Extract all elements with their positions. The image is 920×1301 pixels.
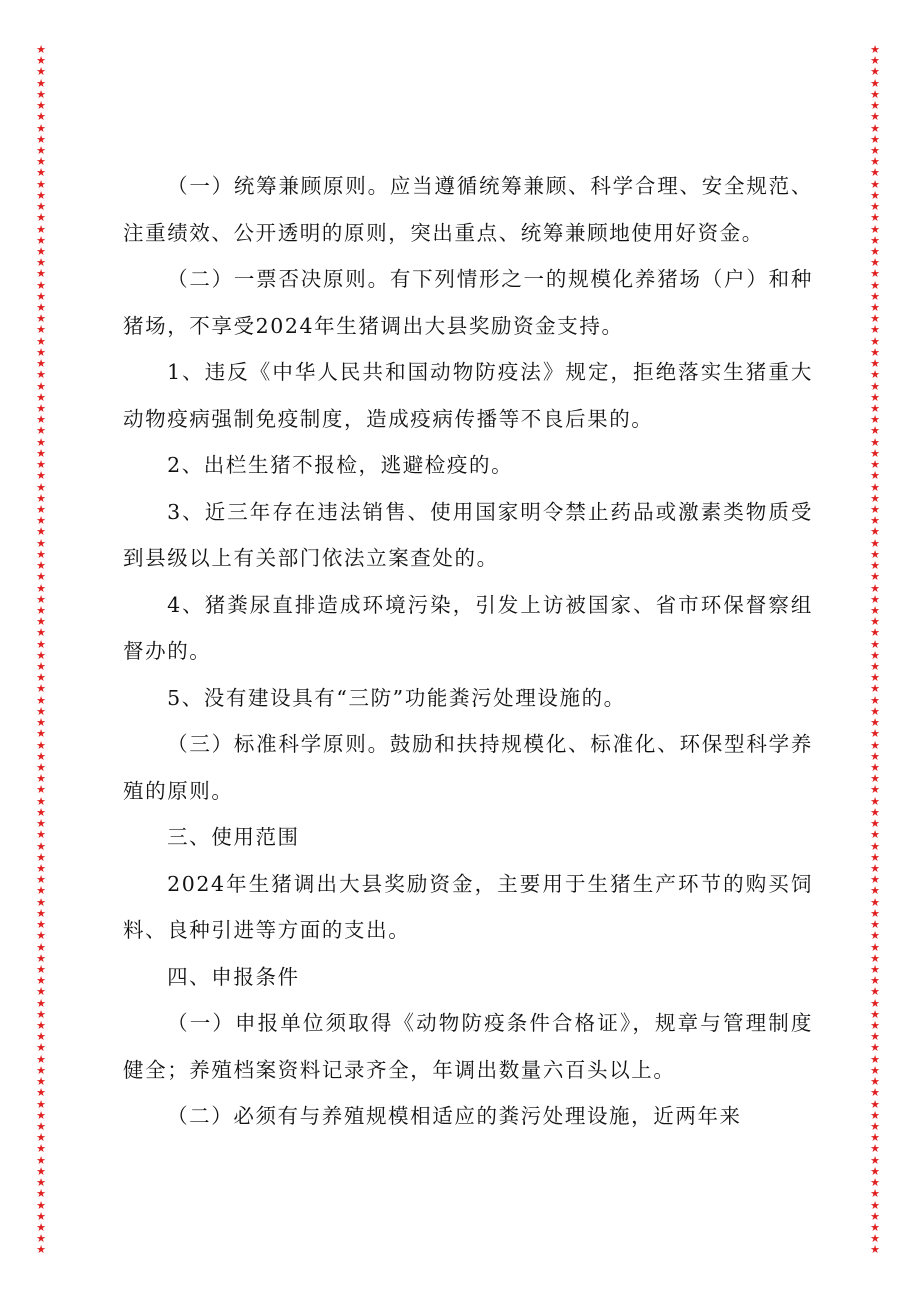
star-icon: ★ bbox=[36, 828, 46, 842]
star-icon: ★ bbox=[36, 244, 46, 258]
star-icon: ★ bbox=[36, 603, 46, 617]
star-icon: ★ bbox=[870, 1120, 880, 1133]
star-icon: ★ bbox=[870, 166, 880, 180]
star-icon: ★ bbox=[36, 132, 46, 146]
star-icon: ★ bbox=[870, 1243, 880, 1256]
veto-item-5: 5、没有建设具有“三防”功能粪污处理设施的。 bbox=[167, 685, 626, 710]
star-icon: ★ bbox=[36, 738, 46, 752]
star-icon: ★ bbox=[870, 850, 880, 864]
star-icon: ★ bbox=[36, 121, 46, 135]
star-icon: ★ bbox=[36, 76, 46, 90]
star-icon: ★ bbox=[36, 1187, 46, 1201]
star-icon: ★ bbox=[870, 121, 880, 135]
star-icon: ★ bbox=[870, 1019, 880, 1033]
star-icon: ★ bbox=[36, 626, 46, 640]
star-icon: ★ bbox=[870, 256, 880, 270]
star-icon: ★ bbox=[870, 592, 880, 606]
star-icon: ★ bbox=[870, 435, 880, 449]
star-icon: ★ bbox=[870, 962, 880, 976]
star-icon: ★ bbox=[36, 1063, 46, 1077]
star-icon: ★ bbox=[870, 188, 880, 202]
principle-one-vote-veto: （二）一票否决原则。有下列情形之一的规模化养猪场（户）和种猪场，不享受2024年生猪调出大县奖励资金支持。 bbox=[123, 267, 813, 338]
star-icon: ★ bbox=[870, 738, 880, 752]
star-icon: ★ bbox=[870, 1164, 880, 1178]
star-icon: ★ bbox=[870, 884, 880, 898]
star-icon: ★ bbox=[870, 446, 880, 460]
star-icon: ★ bbox=[870, 1153, 880, 1167]
star-icon: ★ bbox=[870, 244, 880, 258]
star-icon: ★ bbox=[36, 547, 46, 561]
veto-item-4: 4、猪粪尿直排造成环境污染，引发上访被国家、省市环保督察组督办的。 bbox=[123, 592, 813, 663]
star-icon: ★ bbox=[870, 817, 880, 831]
star-icon: ★ bbox=[870, 918, 880, 932]
star-icon: ★ bbox=[36, 222, 46, 236]
veto-item-1: 1、违反《中华人民共和国动物防疫法》规定，拒绝落实生猪重大动物疫病强制免疫制度，造成疫病传播等不良后果的。 bbox=[123, 360, 813, 431]
star-icon: ★ bbox=[36, 514, 46, 528]
star-icon: ★ bbox=[870, 110, 880, 124]
star-icon: ★ bbox=[870, 1209, 880, 1223]
star-icon: ★ bbox=[36, 1198, 46, 1212]
star-icon: ★ bbox=[870, 402, 880, 415]
star-icon: ★ bbox=[36, 704, 46, 718]
star-icon: ★ bbox=[870, 323, 880, 337]
star-icon: ★ bbox=[870, 1198, 880, 1212]
star-icon: ★ bbox=[870, 132, 880, 146]
star-icon: ★ bbox=[36, 491, 46, 505]
star-icon: ★ bbox=[870, 1108, 880, 1122]
star-icon: ★ bbox=[870, 345, 880, 359]
star-icon: ★ bbox=[36, 772, 46, 786]
star-icon: ★ bbox=[870, 334, 880, 348]
star-icon: ★ bbox=[870, 749, 880, 763]
star-icon: ★ bbox=[870, 704, 880, 718]
star-icon: ★ bbox=[36, 660, 46, 674]
star-icon: ★ bbox=[870, 525, 880, 539]
star-icon: ★ bbox=[36, 1052, 46, 1066]
veto-item-3: 3、近三年存在违法销售、使用国家明令禁止药品或激素类物质受到县级以上有关部门依法立案查处的。 bbox=[123, 499, 813, 570]
star-icon: ★ bbox=[36, 817, 46, 831]
star-icon: ★ bbox=[36, 110, 46, 124]
star-icon: ★ bbox=[36, 390, 46, 404]
star-icon: ★ bbox=[870, 693, 880, 707]
star-icon: ★ bbox=[870, 794, 880, 808]
star-icon: ★ bbox=[870, 1220, 880, 1234]
star-icon: ★ bbox=[870, 1142, 880, 1156]
condition-2: （二）必须有与养殖规模相适应的粪污处理设施，近两年来 bbox=[167, 1104, 742, 1128]
star-icon: ★ bbox=[870, 1007, 880, 1021]
star-icon: ★ bbox=[36, 1153, 46, 1167]
star-icon: ★ bbox=[36, 323, 46, 337]
star-icon: ★ bbox=[870, 390, 880, 404]
usage-scope-text: 2024年生猪调出大县奖励资金，主要用于生猪生产环节的购买饲料、良种引进等方面的支出。 bbox=[123, 871, 813, 942]
star-icon: ★ bbox=[36, 188, 46, 202]
principle-overall-planning: （一）统筹兼顾原则。应当遵循统筹兼顾、科学合理、安全规范、注重绩效、公开透明的原则，突出重点、统筹兼顾地使用好资金。 bbox=[123, 174, 813, 245]
star-icon: ★ bbox=[870, 233, 880, 247]
star-icon: ★ bbox=[36, 929, 46, 943]
star-icon: ★ bbox=[36, 312, 46, 326]
star-icon: ★ bbox=[36, 1007, 46, 1021]
star-icon: ★ bbox=[36, 267, 46, 281]
star-icon: ★ bbox=[36, 951, 46, 965]
veto-item-2: 2、出栏生猪不报检，逃避检疫的。 bbox=[167, 453, 514, 477]
star-icon: ★ bbox=[36, 1164, 46, 1178]
star-icon: ★ bbox=[870, 839, 880, 853]
star-icon: ★ bbox=[36, 1075, 46, 1089]
star-icon: ★ bbox=[36, 334, 46, 348]
left-star-border bbox=[34, 44, 48, 1256]
star-icon: ★ bbox=[36, 918, 46, 932]
star-icon: ★ bbox=[870, 660, 880, 674]
star-icon: ★ bbox=[870, 458, 880, 472]
star-icon: ★ bbox=[36, 559, 46, 573]
star-icon: ★ bbox=[870, 895, 880, 909]
star-icon: ★ bbox=[870, 1041, 880, 1055]
star-icon: ★ bbox=[870, 1232, 880, 1246]
star-icon: ★ bbox=[36, 805, 46, 819]
star-icon: ★ bbox=[36, 1108, 46, 1122]
star-icon: ★ bbox=[36, 301, 46, 315]
star-icon: ★ bbox=[870, 1176, 880, 1190]
star-icon: ★ bbox=[36, 54, 46, 68]
star-icon: ★ bbox=[36, 256, 46, 270]
star-icon: ★ bbox=[870, 200, 880, 214]
star-icon: ★ bbox=[36, 469, 46, 483]
star-icon: ★ bbox=[36, 1220, 46, 1234]
star-icon: ★ bbox=[870, 603, 880, 617]
star-icon: ★ bbox=[870, 581, 880, 595]
star-icon: ★ bbox=[36, 1097, 46, 1111]
star-icon: ★ bbox=[870, 536, 880, 550]
star-icon: ★ bbox=[36, 996, 46, 1010]
star-icon: ★ bbox=[36, 861, 46, 875]
star-icon: ★ bbox=[36, 1030, 46, 1044]
star-icon: ★ bbox=[870, 682, 880, 696]
star-icon: ★ bbox=[36, 143, 46, 157]
star-icon: ★ bbox=[36, 940, 46, 954]
star-icon: ★ bbox=[870, 44, 880, 56]
star-icon: ★ bbox=[870, 99, 880, 113]
star-icon: ★ bbox=[870, 873, 880, 887]
star-icon: ★ bbox=[870, 502, 880, 516]
star-icon: ★ bbox=[36, 985, 46, 999]
star-icon: ★ bbox=[36, 200, 46, 214]
star-icon: ★ bbox=[36, 783, 46, 797]
star-icon: ★ bbox=[870, 716, 880, 730]
star-icon: ★ bbox=[870, 615, 880, 629]
star-icon: ★ bbox=[870, 783, 880, 797]
star-icon: ★ bbox=[870, 974, 880, 988]
star-icon: ★ bbox=[870, 514, 880, 528]
star-icon: ★ bbox=[36, 1019, 46, 1033]
star-icon: ★ bbox=[36, 233, 46, 247]
star-icon: ★ bbox=[36, 895, 46, 909]
star-icon: ★ bbox=[36, 278, 46, 292]
star-icon: ★ bbox=[36, 884, 46, 898]
star-icon: ★ bbox=[870, 76, 880, 90]
star-icon: ★ bbox=[36, 839, 46, 853]
star-icon: ★ bbox=[870, 940, 880, 954]
star-icon: ★ bbox=[36, 525, 46, 539]
star-icon: ★ bbox=[36, 637, 46, 651]
star-icon: ★ bbox=[36, 166, 46, 180]
star-icon: ★ bbox=[870, 637, 880, 651]
star-icon: ★ bbox=[36, 850, 46, 864]
star-icon: ★ bbox=[870, 301, 880, 315]
star-icon: ★ bbox=[870, 1030, 880, 1044]
star-icon: ★ bbox=[36, 1142, 46, 1156]
star-icon: ★ bbox=[36, 211, 46, 225]
star-icon: ★ bbox=[36, 1176, 46, 1190]
star-icon: ★ bbox=[870, 177, 880, 191]
star-icon: ★ bbox=[36, 581, 46, 595]
star-icon: ★ bbox=[36, 615, 46, 629]
star-icon: ★ bbox=[36, 424, 46, 438]
star-icon: ★ bbox=[870, 1063, 880, 1077]
star-icon: ★ bbox=[36, 289, 46, 303]
star-icon: ★ bbox=[870, 1052, 880, 1066]
star-icon: ★ bbox=[870, 491, 880, 505]
star-icon: ★ bbox=[870, 648, 880, 662]
star-icon: ★ bbox=[36, 177, 46, 191]
star-icon: ★ bbox=[36, 379, 46, 393]
star-icon: ★ bbox=[870, 289, 880, 303]
star-icon: ★ bbox=[36, 536, 46, 550]
section-heading-usage-scope: 三、使用范围 bbox=[167, 825, 300, 849]
star-icon: ★ bbox=[36, 727, 46, 741]
star-icon: ★ bbox=[36, 413, 46, 427]
star-icon: ★ bbox=[870, 480, 880, 494]
star-icon: ★ bbox=[36, 435, 46, 449]
star-icon: ★ bbox=[870, 54, 880, 68]
star-icon: ★ bbox=[870, 761, 880, 774]
star-icon: ★ bbox=[36, 716, 46, 730]
star-icon: ★ bbox=[870, 1131, 880, 1145]
star-icon: ★ bbox=[36, 44, 46, 56]
star-icon: ★ bbox=[36, 502, 46, 516]
star-icon: ★ bbox=[870, 278, 880, 292]
star-icon: ★ bbox=[36, 749, 46, 763]
star-icon: ★ bbox=[36, 873, 46, 887]
star-icon: ★ bbox=[36, 65, 46, 79]
star-icon: ★ bbox=[870, 143, 880, 157]
star-icon: ★ bbox=[870, 996, 880, 1010]
star-icon: ★ bbox=[36, 402, 46, 415]
star-icon: ★ bbox=[36, 648, 46, 662]
star-icon: ★ bbox=[36, 962, 46, 976]
star-icon: ★ bbox=[36, 480, 46, 494]
star-icon: ★ bbox=[870, 1187, 880, 1201]
star-icon: ★ bbox=[36, 906, 46, 920]
star-icon: ★ bbox=[870, 626, 880, 640]
star-icon: ★ bbox=[36, 682, 46, 696]
star-icon: ★ bbox=[36, 458, 46, 472]
star-icon: ★ bbox=[870, 424, 880, 438]
star-icon: ★ bbox=[36, 345, 46, 359]
star-icon: ★ bbox=[870, 671, 880, 685]
star-icon: ★ bbox=[36, 155, 46, 169]
star-icon: ★ bbox=[36, 1209, 46, 1223]
star-icon: ★ bbox=[870, 222, 880, 236]
star-icon: ★ bbox=[870, 1097, 880, 1111]
star-icon: ★ bbox=[870, 727, 880, 741]
star-icon: ★ bbox=[870, 87, 880, 101]
star-icon: ★ bbox=[36, 368, 46, 382]
star-icon: ★ bbox=[870, 155, 880, 169]
star-icon: ★ bbox=[870, 368, 880, 382]
star-icon: ★ bbox=[36, 1243, 46, 1256]
star-icon: ★ bbox=[870, 570, 880, 584]
star-icon: ★ bbox=[870, 861, 880, 875]
star-icon: ★ bbox=[870, 906, 880, 920]
star-icon: ★ bbox=[36, 794, 46, 808]
condition-1: （一）申报单位须取得《动物防疫条件合格证》，规章与管理制度健全；养殖档案资料记录齐全，年调出数量六百头以上。 bbox=[123, 1011, 813, 1082]
star-icon: ★ bbox=[870, 772, 880, 786]
star-icon: ★ bbox=[870, 413, 880, 427]
star-icon: ★ bbox=[36, 671, 46, 685]
star-icon: ★ bbox=[870, 211, 880, 225]
star-icon: ★ bbox=[36, 1041, 46, 1055]
document-body bbox=[123, 163, 813, 1140]
star-icon: ★ bbox=[36, 1120, 46, 1133]
star-icon: ★ bbox=[36, 446, 46, 460]
star-icon: ★ bbox=[36, 87, 46, 101]
star-icon: ★ bbox=[870, 379, 880, 393]
star-icon: ★ bbox=[870, 1086, 880, 1100]
star-icon: ★ bbox=[870, 547, 880, 561]
star-icon: ★ bbox=[870, 312, 880, 326]
star-icon: ★ bbox=[36, 1131, 46, 1145]
star-icon: ★ bbox=[870, 985, 880, 999]
star-icon: ★ bbox=[36, 1232, 46, 1246]
star-icon: ★ bbox=[870, 559, 880, 573]
star-icon: ★ bbox=[870, 357, 880, 371]
star-icon: ★ bbox=[870, 828, 880, 842]
star-icon: ★ bbox=[870, 951, 880, 965]
star-icon: ★ bbox=[36, 974, 46, 988]
star-icon: ★ bbox=[870, 267, 880, 281]
star-icon: ★ bbox=[36, 592, 46, 606]
section-heading-application-conditions: 四、申报条件 bbox=[167, 964, 300, 989]
star-icon: ★ bbox=[36, 99, 46, 113]
star-icon: ★ bbox=[36, 1086, 46, 1100]
principle-standard-science: （三）标准科学原则。鼓励和扶持规模化、标准化、环保型科学养殖的原则。 bbox=[123, 732, 813, 803]
star-icon: ★ bbox=[870, 65, 880, 79]
star-icon: ★ bbox=[870, 1075, 880, 1089]
right-star-border bbox=[868, 44, 882, 1256]
star-icon: ★ bbox=[36, 761, 46, 774]
star-icon: ★ bbox=[36, 570, 46, 584]
star-icon: ★ bbox=[36, 357, 46, 371]
star-icon: ★ bbox=[870, 469, 880, 483]
star-icon: ★ bbox=[36, 693, 46, 707]
star-icon: ★ bbox=[870, 805, 880, 819]
star-icon: ★ bbox=[870, 929, 880, 943]
